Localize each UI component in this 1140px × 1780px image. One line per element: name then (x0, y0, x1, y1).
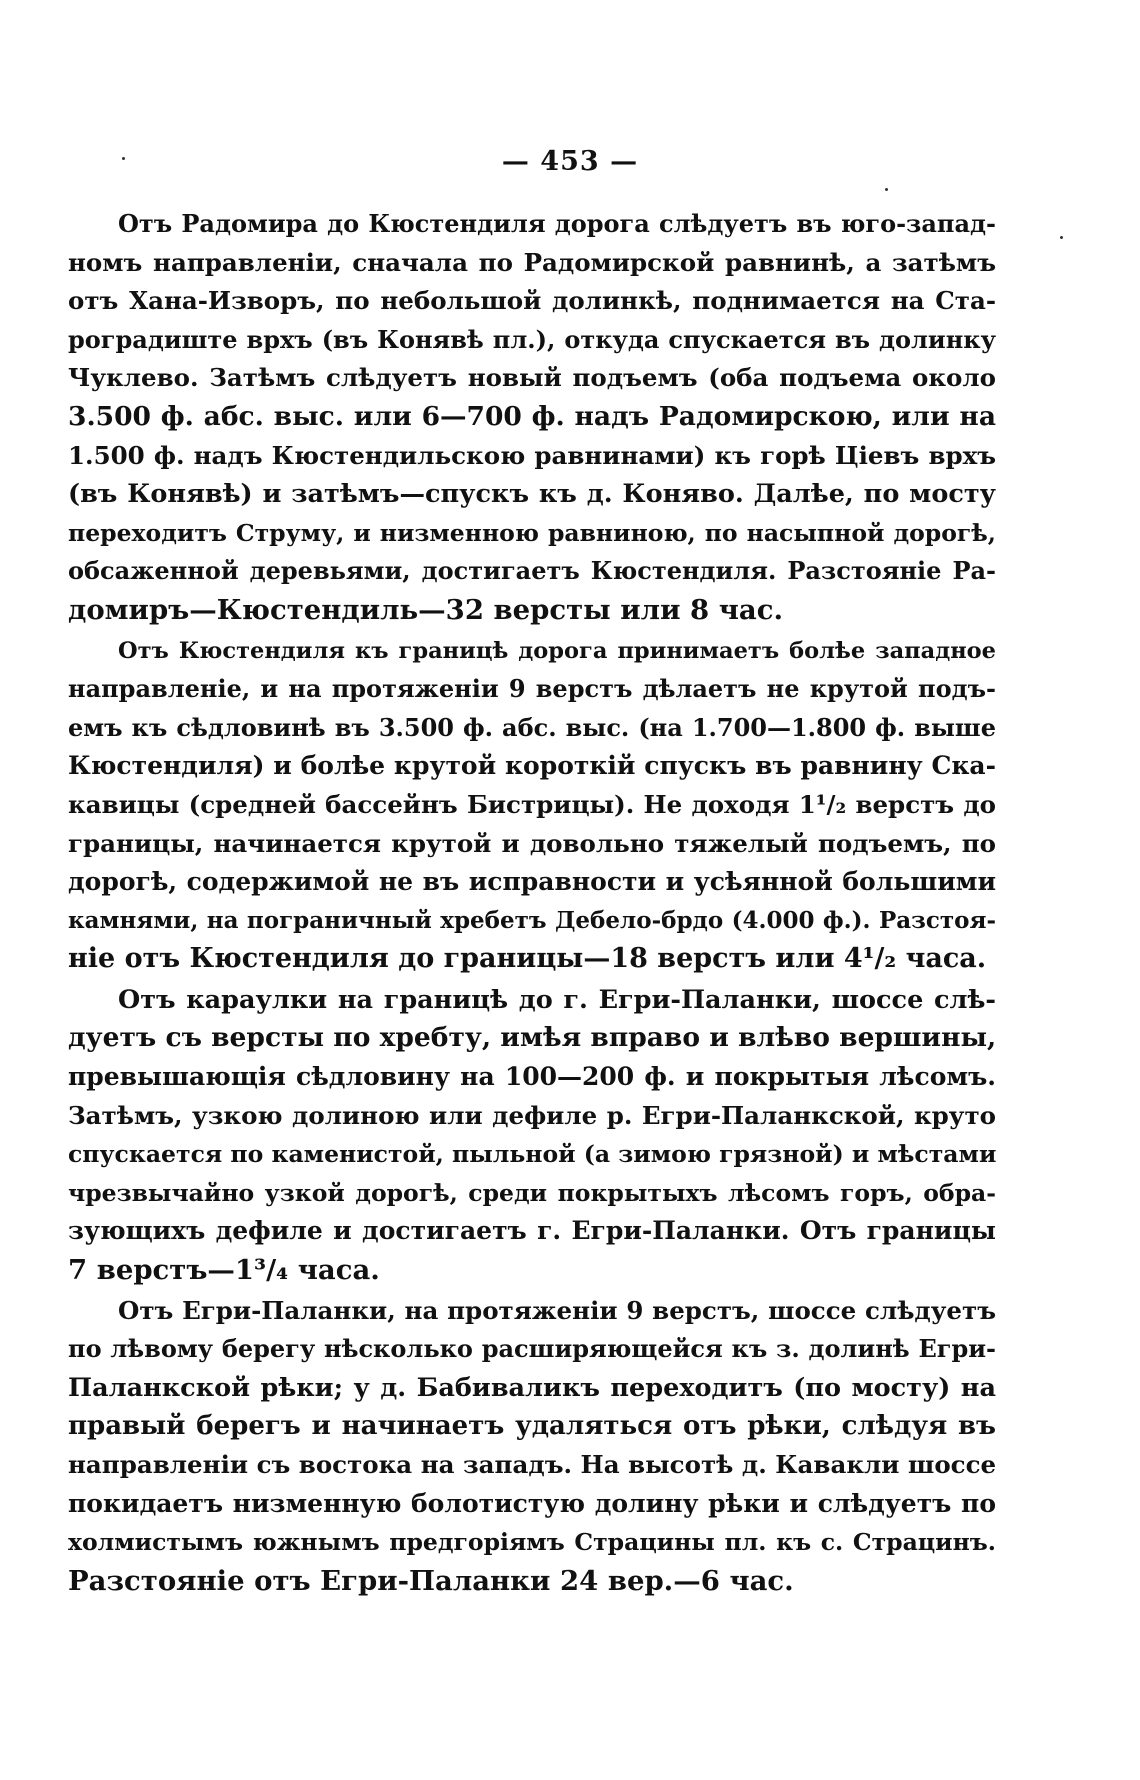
text-line: Разстояніе отъ Егри-Паланки 24 вер.—6 час. (68, 1564, 794, 1597)
text-line: покидаетъ низменную болотистую долину рѣки и слѣдуетъ по (68, 1488, 996, 1518)
text-line: Отъ Егри-Паланки, на протяженіи 9 верстъ, шоссе слѣдуетъ (118, 1295, 996, 1325)
text-line: Отъ Кюстендиля къ границѣ дорога принимаетъ болѣе западное (118, 637, 996, 664)
text-line: правый берегъ и начинаетъ удаляться отъ рѣки, слѣдуя въ (68, 1411, 996, 1442)
text-line: 3.500 ф. абс. выс. или 6—700 ф. надъ Радомирскою, или на (68, 400, 996, 432)
text-line: переходитъ Струму, и низменною равниною, по насыпной дорогѣ, (68, 518, 996, 547)
paragraph (68, 1292, 996, 1601)
body-text (68, 205, 996, 1600)
text-line: Отъ Радомира до Кюстендиля дорога слѣдуетъ въ юго-запад- (118, 209, 996, 238)
text-line: домиръ—Кюстендиль—32 версты или 8 час. (68, 593, 784, 626)
text-line: ніе отъ Кюстендиля до границы—18 верстъ или 4¹/₂ часа. (68, 943, 987, 975)
text-line: дуетъ съ версты по хребту, имѣя вправо и влѣво вершины, (68, 1022, 997, 1054)
print-speck (1060, 236, 1063, 239)
text-line: чрезвычайно узкой дорогѣ, среди покрытыхъ лѣсомъ горъ, обра- (68, 1178, 996, 1207)
text-line: камнями, на пограничный хребетъ Дебело-брдо (4.000 ф.). Разстоя- (68, 906, 996, 934)
text-line: Чуклево. Затѣмъ слѣдуетъ новый подъемъ (оба подъема около (68, 363, 996, 393)
paragraph (68, 205, 996, 630)
text-line: зующихъ дефиле и достигаетъ г. Егри-Паланки. Отъ границы (68, 1216, 996, 1246)
paragraph (68, 981, 996, 1290)
text-line: границы, начинается крутой и довольно тяжелый подъемъ, по (68, 828, 996, 858)
paragraph (68, 632, 996, 979)
text-line: Паланкской рѣки; у д. Бабиваликъ переходитъ (по мосту) на (68, 1372, 996, 1403)
text-line: холмистымъ южнымъ предгоріямъ Страцины пл. къ с. Страцинъ. (68, 1528, 996, 1557)
text-line: 1.500 ф. надъ Кюстендильскою равнинами) къ горѣ Ціевъ врхъ (68, 440, 996, 470)
text-line: обсаженной деревьями, достигаетъ Кюстендиля. Разстояніе Ра- (68, 556, 996, 586)
text-line: направленіе, и на протяженіи 9 верстъ дѣлаетъ не крутой подъ- (68, 674, 996, 704)
page-number: — 453 — (501, 146, 639, 177)
text-line: номъ направленіи, сначала по Радомирской равнинѣ, а затѣмъ (68, 247, 996, 277)
text-line: дорогѣ, содержимой не въ исправности и усѣянной большими (68, 867, 996, 897)
text-line: по лѣвому берегу нѣсколько расширяющейся къ з. долинѣ Егри- (68, 1334, 996, 1364)
text-line: 7 верстъ—1³/₄ часа. (68, 1254, 380, 1287)
text-line: Кюстендиля) и болѣе крутой короткій спускъ въ равнину Ска- (68, 751, 996, 781)
text-line: (въ Конявѣ) и затѣмъ—спускъ къ д. Коняво. Далѣе, по мосту (68, 479, 996, 510)
text-line: емъ къ сѣдловинѣ въ 3.500 ф. абс. выс. (на 1.700—1.800 ф. выше (68, 712, 996, 742)
text-line: кавицы (средней бассейнъ Бистрицы). Не доходя 1¹/₂ верстъ до (68, 789, 996, 819)
text-line: Отъ караулки на границѣ до г. Егри-Паланки, шоссе слѣ- (118, 984, 996, 1015)
text-line: спускается по каменистой, пыльной (а зимою грязной) и мѣстами (68, 1140, 997, 1169)
text-line: направленіи съ востока на западъ. На высотѣ д. Кавакли шоссе (68, 1450, 997, 1479)
print-speck (885, 188, 888, 191)
text-line: отъ Хана-Изворъ, по небольшой долинкѣ, поднимается на Ста- (68, 286, 996, 316)
text-line: превышающія сѣдловину на 100—200 ф. и покрытыя лѣсомъ. (68, 1062, 996, 1092)
text-line: роградиште врхъ (въ Конявѣ пл.), откуда спускается въ долинку (68, 324, 996, 354)
text-line: Затѣмъ, узкою долиною или дефиле р. Егри-Паланкской, круто (68, 1100, 996, 1130)
